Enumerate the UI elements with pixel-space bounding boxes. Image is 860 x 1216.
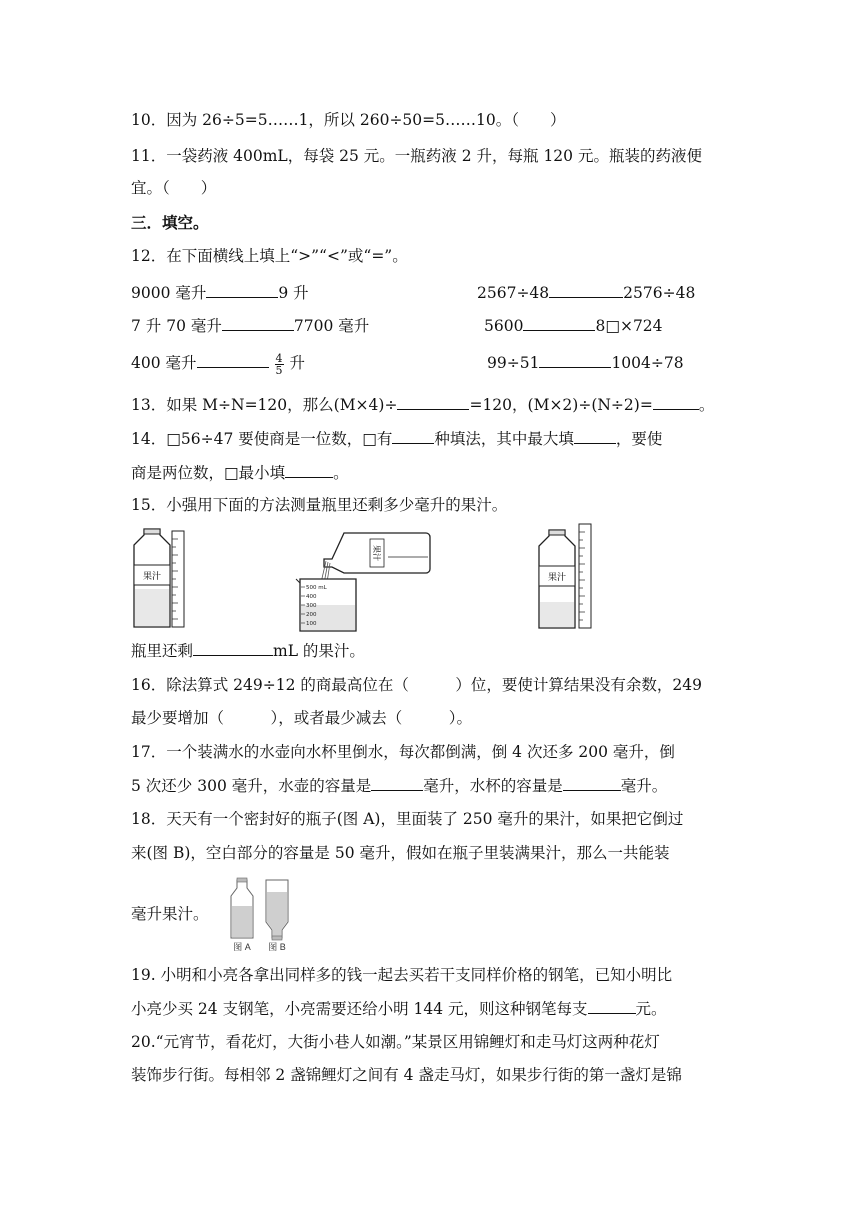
- question-17-line1: 17．一个装满水的水壶向水杯里倒水，每次都倒满，倒 4 次还多 200 毫升，倒: [131, 743, 675, 761]
- question-11-line1: 11．一袋药液 400mL，每袋 25 元。一瓶药液 2 升，每瓶 120 元。瓶装的药液便: [131, 147, 702, 165]
- blank[interactable]: [563, 774, 621, 791]
- question-13: 13．如果 M÷N=120，那么(M×4)÷ =120，(M×2)÷(N÷2)= 。: [131, 393, 714, 416]
- blank[interactable]: [523, 314, 595, 331]
- question-16-line1: 16．除法算式 249÷12 的商最高位在（ ）位，要使计算结果没有余数，249: [131, 676, 702, 694]
- beaker-mark-300: 300: [306, 603, 317, 609]
- bottle-label: 果汁: [547, 573, 567, 583]
- question-16-line2: 最少要增加（ ），或者最少减去（ ）。: [131, 709, 473, 727]
- question-18-line3: 毫升果汁。: [131, 905, 209, 923]
- blank[interactable]: [193, 639, 273, 656]
- question-11-line2: 宜。（ ）: [131, 179, 217, 197]
- question-20-line1: 20.“元宵节，看花灯，大街小巷人如潮。”某景区用锦鲤灯和走马灯这两种花灯: [131, 1033, 660, 1051]
- blank[interactable]: [392, 427, 434, 444]
- question-18-line2: 来(图 B)，空白部分的容量是 50 毫升，假如在瓶子里装满果汁，那么一共能装: [131, 844, 670, 862]
- pouring-beaker-figure-2: [292, 529, 432, 635]
- bottle-with-ruler-figure-3: [535, 522, 599, 632]
- figure-b-caption: 图 B: [268, 942, 286, 952]
- question-19-line1: 19. 小明和小亮各拿出同样多的钱一起去买若干支同样价格的钢笔，已知小明比: [131, 966, 673, 984]
- blank[interactable]: [397, 393, 469, 410]
- q12-row-1: 9000 毫升 9 升 2567÷48 2576÷48: [131, 281, 731, 304]
- bottle-label: 果汁: [372, 545, 381, 561]
- bottles-a-b-figure: [226, 876, 296, 952]
- question-18-line1: 18．天天有一个密封好的瓶子(图 A)，里面装了 250 毫升的果汁，如果把它倒过: [131, 810, 684, 828]
- beaker-mark-200: 200: [306, 612, 317, 618]
- fraction: $\frac{4}{5}$: [275, 351, 283, 377]
- q12-row-3-right: 99÷51 1004÷78: [487, 351, 684, 374]
- figure-a-caption: 图 A: [233, 942, 251, 952]
- question-15-stem: 15．小强用下面的方法测量瓶里还剩多少毫升的果汁。: [131, 496, 508, 514]
- beaker-mark-500: 500 mL: [306, 585, 327, 591]
- blank[interactable]: [588, 997, 636, 1014]
- beaker-mark-400: 400: [306, 594, 317, 600]
- q12-row-2: 7 升 70 毫升 7700 毫升 5600 8□×724: [131, 314, 731, 337]
- blank[interactable]: [371, 774, 423, 791]
- blank[interactable]: [653, 393, 699, 410]
- question-20-line2: 装饰步行街。每相邻 2 盏锦鲤灯之间有 4 盏走马灯，如果步行街的第一盏灯是锦: [131, 1066, 682, 1084]
- blank[interactable]: [206, 281, 278, 298]
- blank[interactable]: [574, 427, 616, 444]
- question-10: 10．因为 26÷5=5……1，所以 260÷50=5……10。（ ）: [131, 111, 566, 129]
- question-14-line1: 14．□56÷47 要使商是一位数，□有 种填法，其中最大填 ，要使: [131, 427, 662, 450]
- bottle-with-ruler-figure-1: [130, 527, 192, 631]
- blank[interactable]: [549, 281, 623, 298]
- blank[interactable]: [539, 351, 611, 368]
- question-19-line2: 小亮少买 24 支钢笔，小亮需要还给小明 144 元，则这种钢笔每支 元。: [131, 997, 667, 1020]
- blank[interactable]: [285, 461, 333, 478]
- q12-row-1-right: 2567÷48 2576÷48: [477, 281, 695, 304]
- q12-row-3: 400 毫升 $\frac{4}{5}$ 升 99÷51 1004÷78: [131, 351, 684, 377]
- question-14-line2: 商是两位数，□最小填 。: [131, 461, 349, 484]
- q12-row-2-right: 5600 8□×724: [484, 314, 663, 337]
- bottle-label: 果汁: [142, 572, 162, 582]
- blank[interactable]: [222, 314, 294, 331]
- question-15-answer: 瓶里还剩 mL 的果汁。: [131, 639, 365, 662]
- question-17-line2: 5 次还少 300 毫升，水壶的容量是 毫升，水杯的容量是 毫升。: [131, 774, 667, 797]
- blank[interactable]: [197, 351, 269, 368]
- question-12-stem: 12．在下面横线上填上“>”“<”或“=”。: [131, 247, 408, 265]
- section-title-fill-in: 三．填空。: [131, 214, 209, 232]
- beaker-mark-100: 100: [306, 621, 317, 627]
